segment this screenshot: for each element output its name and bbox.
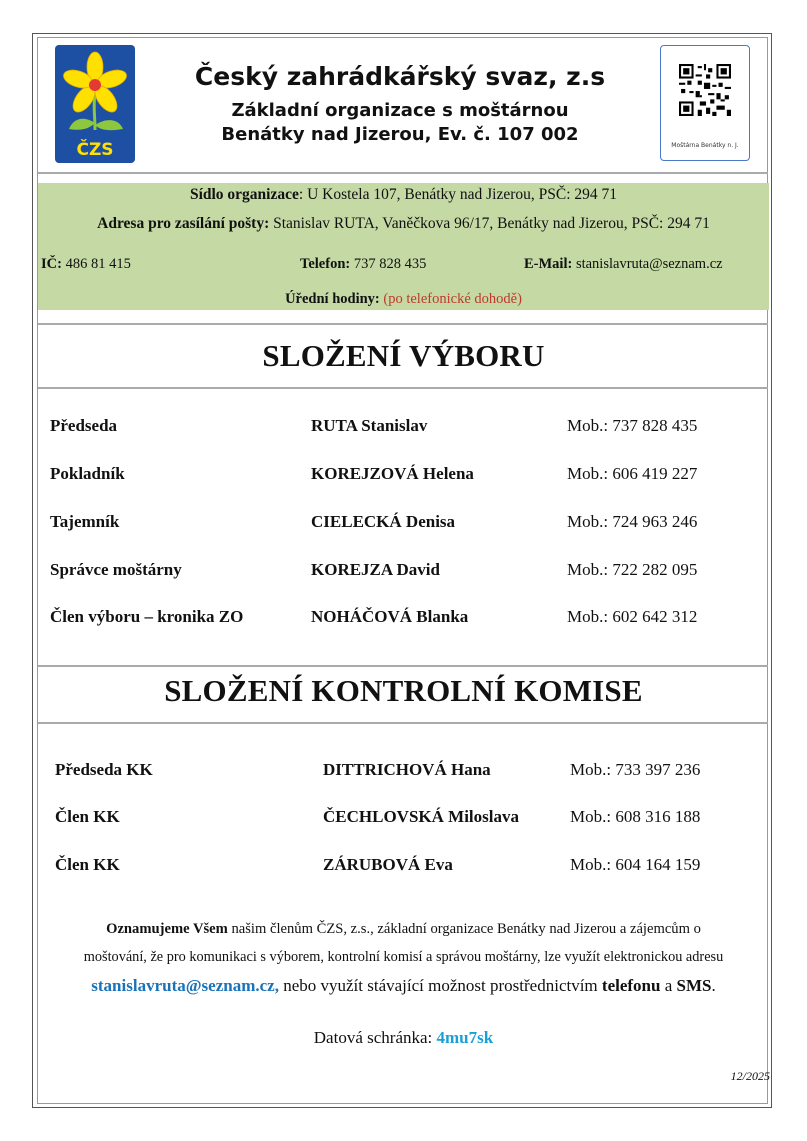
- member-name: RUTA Stanislav: [311, 416, 428, 435]
- data-box-value: 4mu7sk: [436, 1028, 494, 1047]
- qr-code-icon: [679, 64, 731, 116]
- phone-line: [300, 256, 426, 273]
- mail-value: Stanislav RUTA, Vaněčkova 96/17, Benátky nad Jizerou, PSČ: 294 71: [269, 215, 710, 232]
- control-row: [0, 760, 807, 784]
- member-role: Člen KK: [55, 807, 120, 826]
- hours-label: Úřední hodiny:: [285, 291, 380, 307]
- notice-text-1: našim členům ČZS, z.s., základní organizace Benátky nad Jizerou a zájemcům o: [227, 921, 701, 937]
- member-phone: Mob.: 608 316 188: [570, 807, 701, 826]
- committee-row: [0, 560, 807, 584]
- member-phone: Mob.: 606 419 227: [567, 464, 698, 483]
- notice-email-link[interactable]: stanislavruta@seznam.cz,: [91, 976, 279, 995]
- ic-label: IČ:: [41, 256, 62, 272]
- member-name: ČECHLOVSKÁ Miloslava: [323, 807, 519, 826]
- member-role: Pokladník: [50, 464, 125, 483]
- phone-value: 737 828 435: [350, 256, 427, 272]
- organization-subtitle: Základní organizace s moštárnou: [231, 100, 569, 121]
- email-label: E-Mail:: [524, 256, 573, 272]
- control-row: [0, 855, 807, 879]
- member-role: Tajemník: [50, 512, 120, 531]
- member-role: Správce moštárny: [50, 560, 182, 579]
- contact-info-band: [38, 183, 769, 310]
- organization-registration: Benátky nad Jizerou, Ev. č. 107 002: [221, 124, 579, 145]
- member-role: Člen KK: [55, 855, 120, 874]
- qr-code-card[interactable]: [660, 45, 750, 161]
- notice-phone-word: telefonu: [601, 976, 661, 995]
- notice-bold-start: Oznamujeme Všem: [106, 921, 228, 937]
- member-name: CIELECKÁ Denisa: [311, 512, 456, 531]
- member-name: NOHÁČOVÁ Blanka: [311, 607, 469, 626]
- data-box-label: Datová schránka:: [313, 1028, 437, 1047]
- member-role: Předseda KK: [55, 760, 153, 779]
- ic-value: 486 81 415: [61, 256, 131, 272]
- notice-and-word: a: [660, 976, 677, 995]
- committee-bottom-divider: [38, 387, 768, 389]
- notice-sms-word: SMS: [676, 976, 712, 995]
- mail-label: Adresa pro zasílání pošty:: [97, 215, 270, 232]
- email-line: [524, 256, 723, 273]
- notice-period: .: [711, 976, 716, 995]
- header-divider: [38, 172, 768, 174]
- member-phone: Mob.: 602 642 312: [567, 607, 698, 626]
- member-phone: Mob.: 722 282 095: [567, 560, 698, 579]
- member-role: Předseda: [50, 416, 118, 435]
- notice-text-2: moštování, že pro komunikaci s výborem, kontrolní komisí a správou moštárny, lze využít elektronickou adresu: [83, 949, 724, 965]
- organization-title: Český zahrádkářský svaz, z.s: [194, 62, 606, 91]
- data-box-line: [38, 1028, 769, 1048]
- email-value[interactable]: stanislavruta@seznam.cz: [572, 256, 723, 272]
- czs-logo: [55, 45, 135, 163]
- member-phone: Mob.: 724 963 246: [567, 512, 698, 531]
- control-top-divider: [38, 665, 768, 667]
- member-role: Člen výboru – kronika ZO: [50, 607, 244, 626]
- committee-top-divider: [38, 323, 768, 325]
- member-name: DITTRICHOVÁ Hana: [323, 760, 491, 779]
- member-name: ZÁRUBOVÁ Eva: [323, 855, 453, 874]
- committee-row: [0, 416, 807, 440]
- document-date: 12/2025: [730, 1069, 770, 1083]
- committee-title: SLOŽENÍ VÝBORU: [262, 338, 545, 373]
- notice-line-2: [36, 949, 771, 966]
- member-phone: Mob.: 604 164 159: [570, 855, 701, 874]
- control-row: [0, 807, 807, 831]
- ic-line: [41, 256, 131, 273]
- seat-label: Sídlo organizace: [189, 186, 299, 203]
- control-bottom-divider: [38, 722, 768, 724]
- committee-row: [0, 512, 807, 536]
- committee-row: [0, 607, 807, 631]
- hours-value: (po telefonické dohodě): [379, 291, 522, 307]
- qr-caption: Moštárna Benátky n. J.: [671, 142, 739, 149]
- notice-line-3: [38, 976, 769, 996]
- phone-label: Telefon:: [300, 256, 351, 272]
- committee-row: [0, 464, 807, 488]
- mail-address-line: [38, 215, 769, 233]
- control-commission-title: SLOŽENÍ KONTROLNÍ KOMISE: [164, 673, 643, 708]
- seat-value: : U Kostela 107, Benátky nad Jizerou, PSČ: 294 71: [298, 186, 618, 203]
- member-phone: Mob.: 733 397 236: [570, 760, 701, 779]
- member-name: KOREJZOVÁ Helena: [311, 464, 474, 483]
- office-hours-line: [38, 291, 769, 308]
- member-name: KOREJZA David: [311, 560, 440, 579]
- seat-line: [38, 186, 769, 204]
- notice-line-1: [38, 921, 769, 938]
- member-phone: Mob.: 737 828 435: [567, 416, 698, 435]
- notice-text-3: nebo využít stávající možnost prostřednictvím: [278, 976, 602, 995]
- logo-text: ČZS: [76, 140, 114, 160]
